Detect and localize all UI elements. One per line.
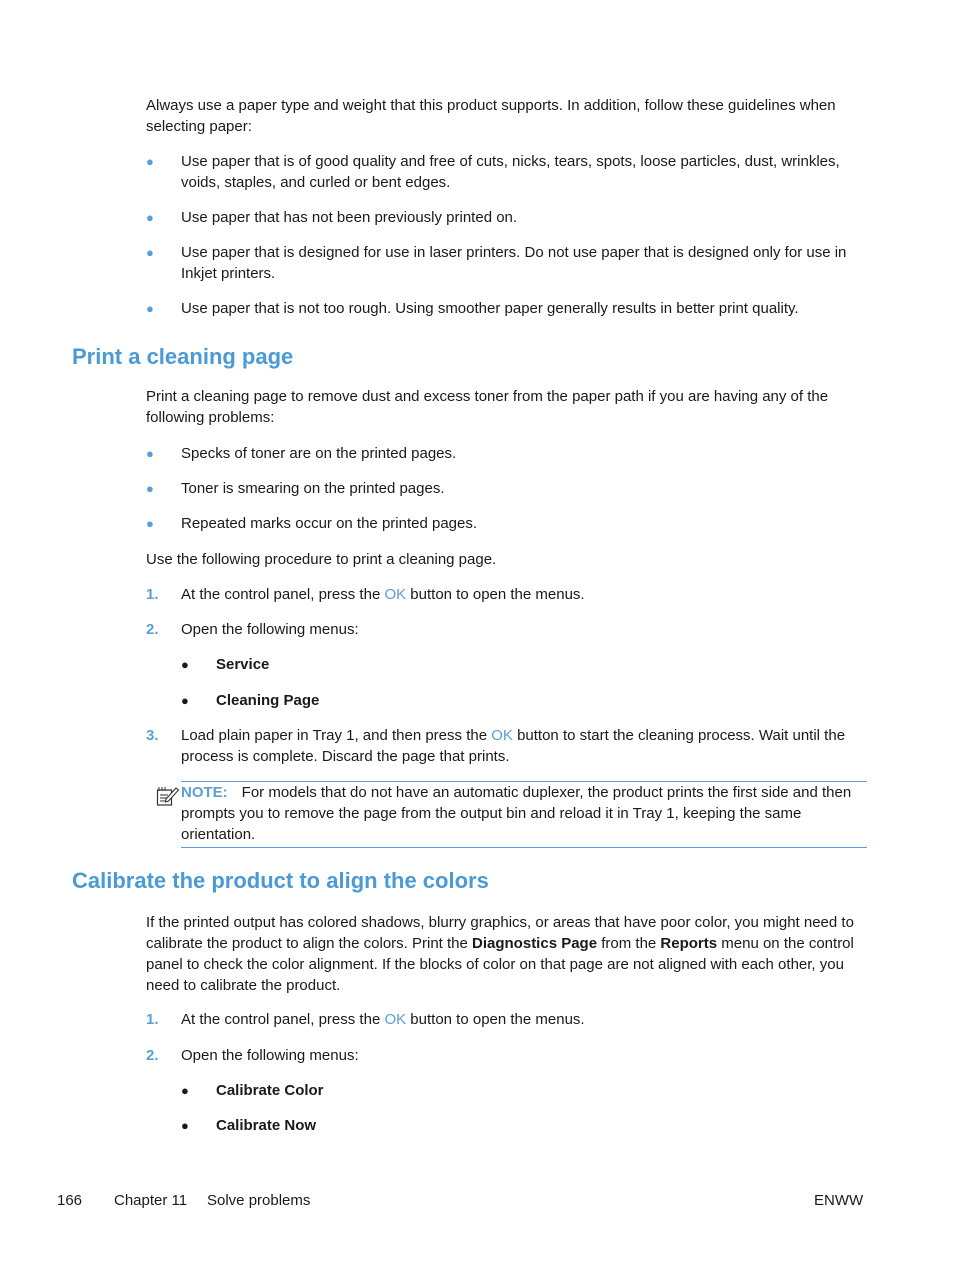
step-text: button to open the menus.	[406, 1011, 585, 1028]
bullet-icon: ●	[146, 154, 154, 169]
step-2-text: Open the following menus:	[181, 621, 359, 638]
step-1-text	[181, 584, 871, 605]
diagnostics-page-ref: Diagnostics Page	[472, 935, 598, 952]
reports-menu-ref: Reports	[660, 935, 718, 952]
list-item: Use paper that is not too rough. Using smoother paper generally results in better print quality.	[181, 300, 799, 317]
document-code: ENWW	[814, 1192, 864, 1209]
chapter-label: Chapter 11	[114, 1192, 188, 1209]
ok-button-ref: OK	[491, 727, 513, 744]
intro-paragraph: Always use a paper type and weight that this product supports. In addition, follow these guidelines when selecting paper:	[146, 97, 836, 135]
bullet-icon: ●	[146, 301, 154, 316]
note-label: NOTE:	[181, 784, 228, 801]
section-label: Solve problems	[207, 1192, 311, 1209]
list-item: Toner is smearing on the printed pages.	[181, 480, 445, 497]
step-number: 3.	[146, 727, 159, 744]
step-text: At the control panel, press the	[181, 586, 385, 603]
cleaning-intro: Print a cleaning page to remove dust and excess toner from the paper path if you are having any of the following problems:	[146, 388, 829, 426]
menu-item-calibrate-color: Calibrate Color	[216, 1082, 324, 1099]
procedure-intro: Use the following procedure to print a cleaning page.	[146, 551, 497, 568]
intro-text: menu on the control panel to check the color alignment. If the blocks of color on that page are not aligned with each other, you need to calibrate the product.	[146, 935, 854, 994]
intro-text: from the	[597, 935, 661, 952]
step-number: 1.	[146, 586, 159, 603]
list-item: Repeated marks occur on the printed pages.	[181, 515, 478, 532]
bullet-icon: ●	[181, 657, 189, 672]
step-3-text	[181, 725, 871, 767]
list-item: Use paper that has not been previously printed on.	[181, 209, 518, 226]
step-number: 2.	[146, 621, 159, 638]
menu-item-cleaning-page: Cleaning Page	[216, 692, 320, 709]
calibrate-step-2-text: Open the following menus:	[181, 1047, 359, 1064]
list-item: Use paper that is of good quality and free of cuts, nicks, tears, spots, loose particles, dust, wrinkles, voids, staples, and curled or bent edges.	[181, 153, 840, 191]
note-box	[181, 781, 867, 848]
bullet-icon: ●	[146, 245, 154, 260]
list-item: Use paper that is designed for use in laser printers. Do not use paper that is designed only for use in Inkjet printers.	[181, 244, 847, 282]
list-item: Specks of toner are on the printed pages.	[181, 445, 457, 462]
section-heading-cleaning: Print a cleaning page	[72, 344, 294, 369]
ok-button-ref: OK	[384, 1011, 407, 1028]
bullet-icon: ●	[146, 516, 154, 531]
ok-button-ref: OK	[384, 586, 407, 603]
bullet-icon: ●	[146, 481, 154, 496]
menu-item-calibrate-now: Calibrate Now	[216, 1117, 317, 1134]
section-heading-calibrate: Calibrate the product to align the colors	[72, 868, 489, 893]
bullet-icon: ●	[181, 1118, 189, 1133]
calibrate-step-1-text	[181, 1009, 871, 1030]
step-number: 2.	[146, 1047, 159, 1064]
intro-text: If the printed output has colored shadows, blurry graphics, or areas that have poor color, you might need to calibrate the product to align the colors. Print the	[146, 914, 854, 952]
calibrate-intro	[146, 912, 862, 996]
bullet-icon: ●	[181, 1083, 189, 1098]
bullet-icon: ●	[146, 446, 154, 461]
page-number: 166	[57, 1192, 83, 1209]
note-icon	[156, 785, 180, 813]
step-text: Load plain paper in Tray 1, and then press the	[181, 727, 492, 744]
bullet-icon: ●	[146, 210, 154, 225]
step-text: button to open the menus.	[406, 586, 585, 603]
note-text: For models that do not have an automatic duplexer, the product prints the first side and then prompts you to remove the page from the output bin and reload it in Tray 1, keeping the same orientation.	[181, 784, 852, 843]
step-number: 1.	[146, 1011, 159, 1028]
bullet-icon: ●	[181, 693, 189, 708]
step-text: button to start the cleaning process. Wait until the process is complete. Discard the page that prints.	[181, 727, 846, 765]
menu-item-service: Service	[216, 656, 270, 673]
step-text: At the control panel, press the	[181, 1011, 385, 1028]
